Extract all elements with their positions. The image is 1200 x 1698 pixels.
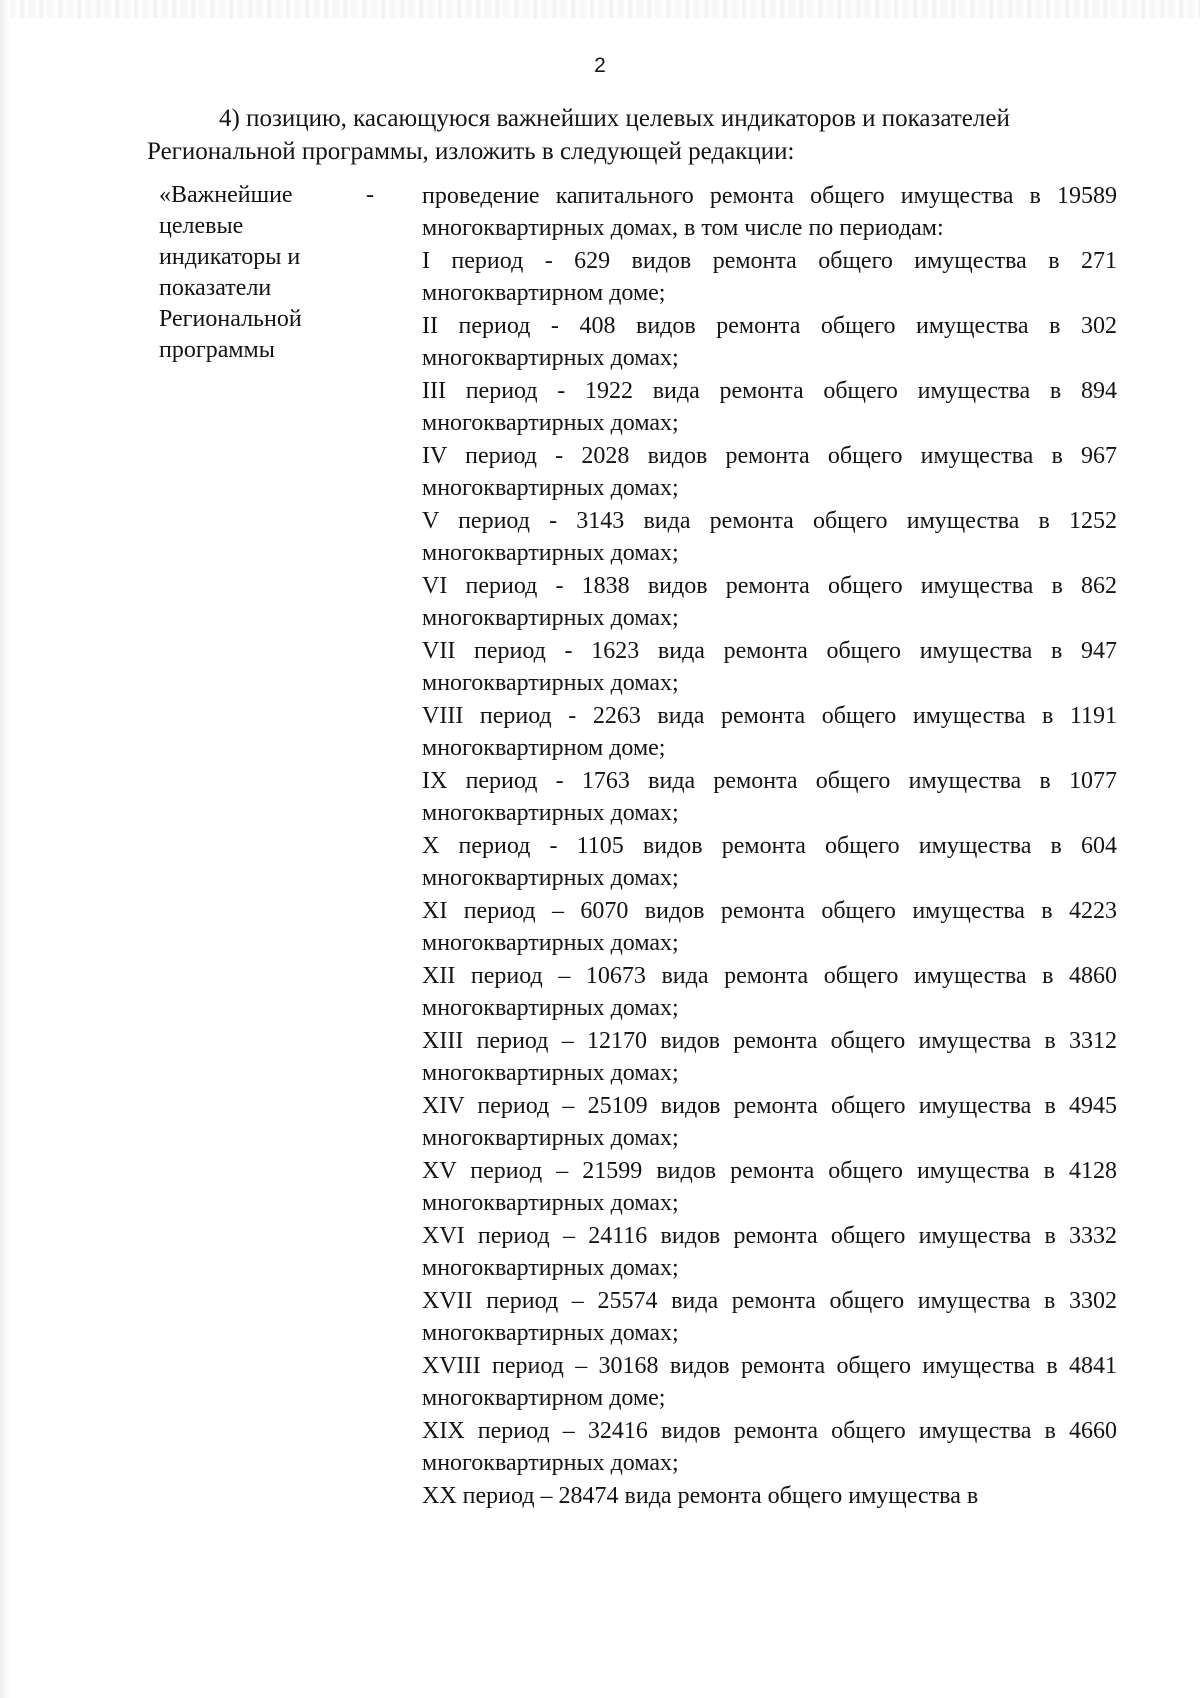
indicator-item: XVII период – 25574 вида ремонта общего имущества в 3302 многоквартирных домах;: [422, 1288, 1117, 1346]
indicator-item: VII период - 1623 вида ремонта общего имущества в 947 многоквартирных домах;: [422, 638, 1117, 696]
label-line: показатели: [159, 275, 272, 301]
indicator-item: XX период – 28474 вида ремонта общего имущества в: [422, 1483, 979, 1509]
page-number: 2: [594, 54, 606, 77]
indicator-item: I период - 629 видов ремонта общего имущества в 271 многоквартирном доме;: [422, 248, 1117, 306]
indicator-item: II период - 408 видов ремонта общего имущества в 302 многоквартирных домах;: [422, 313, 1117, 371]
indicator-item: проведение капитального ремонта общего имущества в 19589 многоквартирных домах, в том числе по периодам:: [422, 183, 1117, 241]
indicator-item: XI период – 6070 видов ремонта общего имущества в 4223 многоквартирных домах;: [422, 898, 1117, 956]
indicator-item: XVI период – 24116 видов ремонта общего имущества в 3332 многоквартирных домах;: [422, 1223, 1117, 1281]
label-line: программы: [159, 337, 275, 363]
intro-line-1: 4) позицию, касающуюся важнейших целевых индикаторов и показателей: [219, 105, 1010, 132]
intro-line-2: Региональной программы, изложить в следующей редакции:: [147, 138, 795, 165]
indicator-item: XIX период – 32416 видов ремонта общего имущества в 4660 многоквартирных домах;: [422, 1418, 1117, 1476]
indicator-item: XIII период – 12170 видов ремонта общего имущества в 3312 многоквартирных домах;: [422, 1028, 1117, 1086]
indicator-item: IV период - 2028 видов ремонта общего имущества в 967 многоквартирных домах;: [422, 443, 1117, 501]
indicator-item: XVIII период – 30168 видов ремонта общего имущества в 4841 многоквартирном доме;: [422, 1353, 1117, 1411]
indicator-item: XV период – 21599 видов ремонта общего имущества в 4128 многоквартирных домах;: [422, 1158, 1117, 1216]
indicator-item: XII период – 10673 вида ремонта общего имущества в 4860 многоквартирных домах;: [422, 963, 1117, 1021]
indicator-item: III период - 1922 вида ремонта общего имущества в 894 многоквартирных домах;: [422, 378, 1117, 436]
indicator-items: [422, 180, 1117, 1512]
indicator-item: XIV период – 25109 видов ремонта общего имущества в 4945 многоквартирных домах;: [422, 1093, 1117, 1151]
indicator-item: VI период - 1838 видов ремонта общего имущества в 862 многоквартирных домах;: [422, 573, 1117, 631]
indicator-item: V период - 3143 вида ремонта общего имущества в 1252 многоквартирных домах;: [422, 508, 1117, 566]
indicator-label: [159, 180, 339, 366]
scan-top-edge: [0, 0, 1200, 18]
indicator-item: X период - 1105 видов ремонта общего имущества в 604 многоквартирных домах;: [422, 833, 1117, 891]
indicator-item: IX период - 1763 вида ремонта общего имущества в 1077 многоквартирных домах;: [422, 768, 1117, 826]
label-line: индикаторы и: [159, 244, 301, 270]
label-line: Региональной: [159, 306, 302, 332]
scan-left-edge: [0, 0, 10, 1698]
amendment-intro: [147, 102, 1125, 168]
label-line: целевые: [159, 213, 244, 239]
indicator-item: VIII период - 2263 вида ремонта общего имущества в 1191 многоквартирном доме;: [422, 703, 1117, 761]
label-line: «Важнейшие: [159, 182, 293, 208]
label-dash: -: [366, 182, 374, 208]
